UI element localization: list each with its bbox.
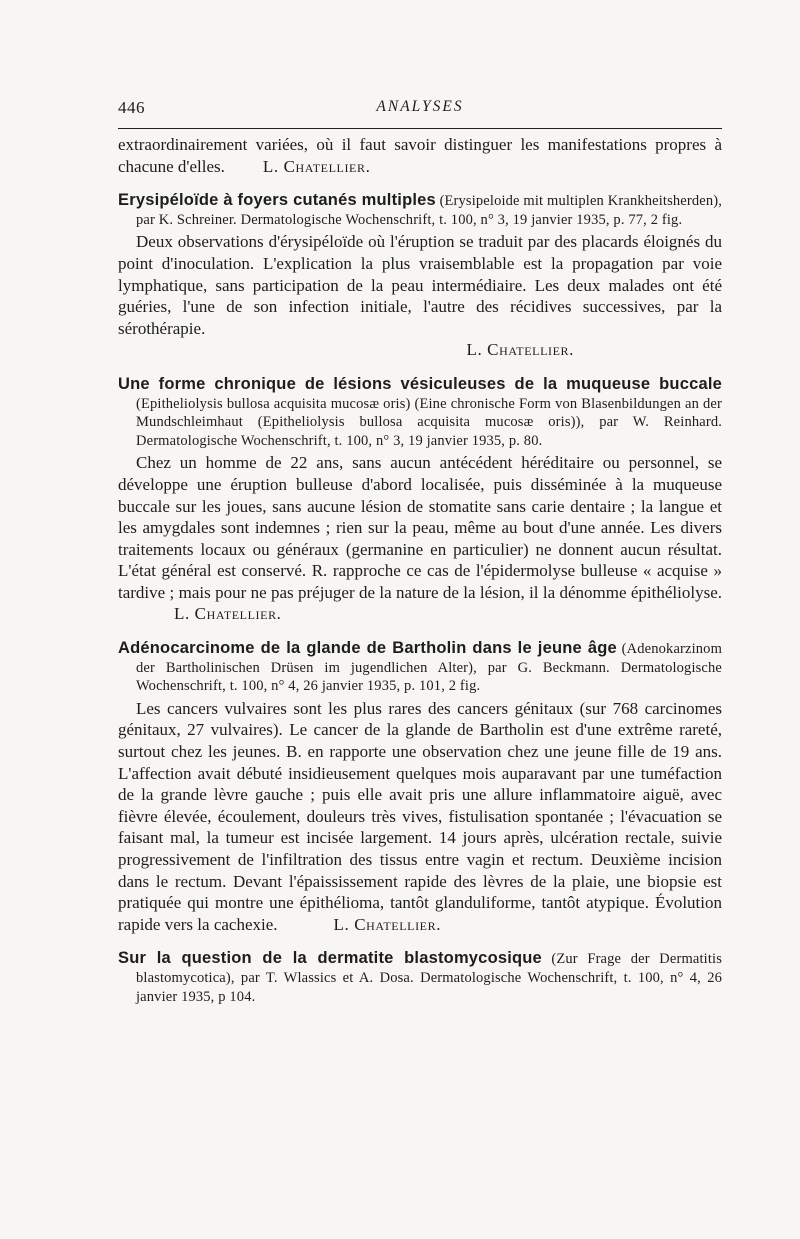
entry-body	[118, 452, 722, 625]
entry-source: (Zur Frage der Dermatitis blastomycotica), par T. Wlassics et A. Dosa. Dermatologische Wochenschrift, t. 100, n° 4, 26 janvier 1935, p 104.	[136, 951, 722, 1005]
entry-title: Adénocarcinome de la glande de Bartholin dans le jeune âge	[118, 639, 617, 658]
review-entry-3	[118, 639, 722, 935]
review-entry-4	[118, 949, 722, 1006]
entry-body	[118, 698, 722, 936]
review-entry-2	[118, 375, 722, 625]
intro-signature: L. Chatellier.	[262, 156, 371, 176]
entry-heading	[118, 375, 722, 450]
running-head: ANALYSES	[376, 98, 464, 115]
entry-title: Sur la question de la dermatite blastomycosique	[118, 949, 542, 968]
entry-signature: L. Chatellier.	[333, 914, 442, 934]
entry-body: Deux observations d'érysipéloïde où l'éruption se traduit par des placards éloignés du point d'inoculation. L'explication la plus vraisemblable est la propagation par voie lymphatique, sans participation de la peau intermédiaire. Les deux malades ont été guéries, l'une de son infection initiale, l'autre des récidives successives, par la sérothérapie.	[118, 232, 722, 338]
entry-signature: L. Chatellier.	[466, 340, 574, 360]
entry-signature: L. Chatellier.	[174, 604, 282, 624]
entry-title: Une forme chronique de lésions vésiculeuses de la muqueuse buccale	[118, 374, 722, 393]
page-content	[118, 134, 722, 1006]
page-header	[118, 98, 722, 122]
review-entry-1	[118, 191, 722, 361]
entry-body-text: Les cancers vulvaires sont les plus rares des cancers génitaux (sur 768 carcinomes génitaux, 27 vulvaires). Le cancer de la glande de Bartholin est d'une extrême rareté, surtout chez les jeunes. B. en rapporte une observation chez une jeune fille de 19 ans. L'affection avait débuté insidieusement quelques mois auparavant par une tuméfaction de la grande lèvre gauche ; puis elle avait pris une allure inflammatoire aiguë, avec fièvre élevée, écoulement, douleurs très vives, fistulisation spontanée ; l'évacuation se faisant mal, la tumeur est incisée largement. 14 jours après, ulcération rectale, suivie progressivement de l'infiltration des tissus entre vagin et rectum. Deuxième incision dans le rectum. Devant l'épaississement rapide des lèvres de la plaie, une biopsie est pratiquée qui montre une épithélioma, tantôt glanduliforme, tantôt atypique. Évolution rapide vers la cachexie.	[118, 698, 722, 934]
entry-heading	[118, 191, 722, 229]
page-number: 446	[118, 98, 145, 117]
entry-title: Erysipéloïde à foyers cutanés multiples	[118, 191, 436, 210]
entry-source: (Erysipeloide mit multiplen Krankheitsherden), par K. Schreiner. Dermatologische Wochenschrift, t. 100, n° 3, 19 janvier 1935, p. 77, 2 fig.	[136, 193, 722, 228]
intro-paragraph	[118, 134, 722, 177]
entry-source: (Epitheliolysis bullosa acquisita mucosæ oris) (Eine chronische Form von Blasenbildungen an der Mundschleimhaut (Epitheliolysis bullosa acquisita mucosæ oris)), par W. Reinhard. Dermatologische Wochenschrift, t. 100, n° 3, 19 janvier 1935, p. 80.	[136, 395, 722, 449]
entry-body-text: Chez un homme de 22 ans, sans aucun antécédent héréditaire ou personnel, se développe une éruption bulleuse d'abord localisée, puis disséminée à la muqueuse buccale sur les joues, sans aucune lésion de stomatite sans carie dentaire ; la langue et les amygdales sont indemnes ; rien sur la peau, même au bout d'une année. Les divers traitements locaux ou généraux (germanine en particulier) ne donnent aucun résultat. L'état général est conservé. R. rapproche ce cas de l'épidermolyse bulleuse « acquise » tardive ; mais pour ne pas préjuger de la nature de la lésion, il la dénomme épithéliolyse.	[118, 453, 722, 602]
entry-heading	[118, 639, 722, 696]
entry-heading	[118, 949, 722, 1006]
intro-text: extraordinairement variées, où il faut savoir distinguer les manifestations propres à chacune d'elles.	[118, 135, 722, 176]
entry-source: (Adenokarzinom der Bartholinischen Drüsen im jugendlichen Alter), par G. Beckmann. Dermatologische Wochenschrift, t. 100, n° 4, 26 janvier 1935, p. 101, 2 fig.	[136, 641, 723, 695]
header-rule	[118, 128, 722, 129]
